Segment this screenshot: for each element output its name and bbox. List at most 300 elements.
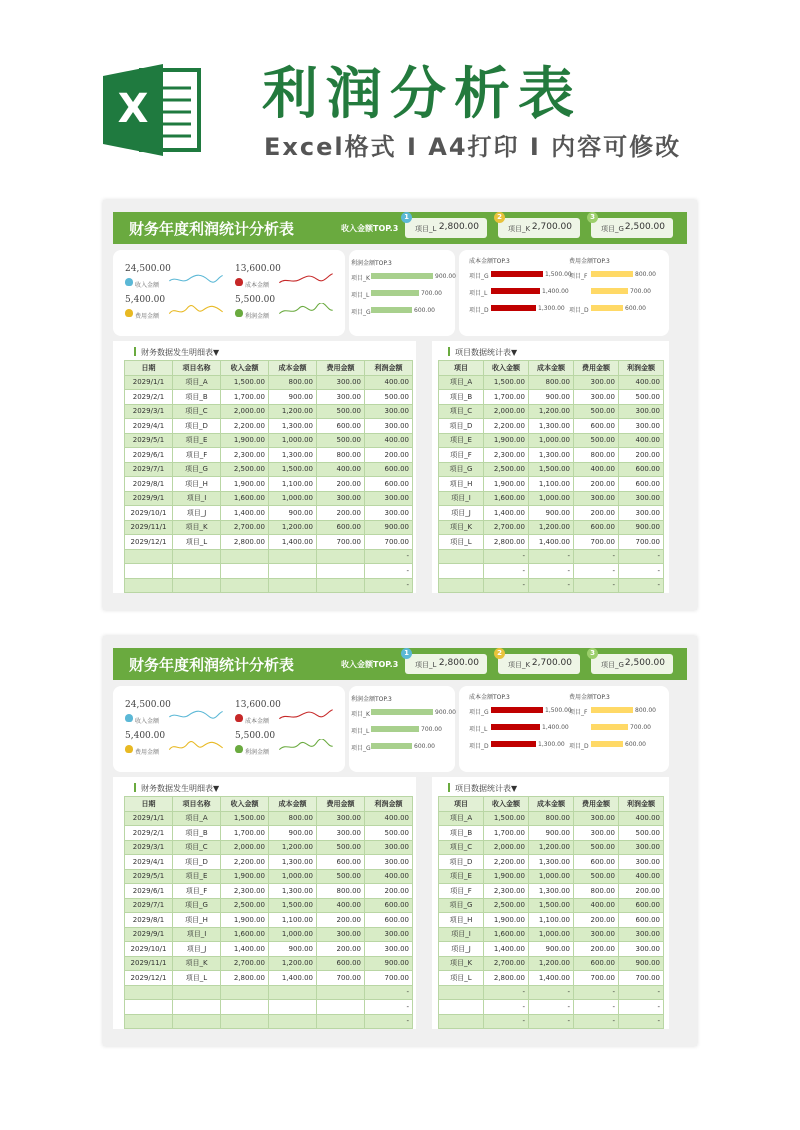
table-cell[interactable]: 1,000.00 (269, 433, 317, 448)
table-cell[interactable]: 项目_L (439, 535, 484, 550)
table-cell[interactable] (125, 985, 173, 1000)
table-cell[interactable]: 300.00 (317, 826, 365, 841)
table-cell[interactable]: 600.00 (365, 898, 413, 913)
table-cell[interactable]: 项目_F (439, 884, 484, 899)
table-cell[interactable] (173, 578, 221, 593)
table-cell[interactable] (125, 1014, 173, 1029)
table-cell[interactable]: 900.00 (365, 520, 413, 535)
table-cell[interactable]: 1,100.00 (269, 913, 317, 928)
table-cell[interactable]: 1,900.00 (484, 869, 529, 884)
table-cell[interactable]: 300.00 (365, 942, 413, 957)
table-cell[interactable]: 1,300.00 (529, 855, 574, 870)
table-cell[interactable]: 项目_A (173, 811, 221, 826)
table-cell[interactable]: 200.00 (619, 884, 664, 899)
table-cell[interactable]: 1,400.00 (221, 506, 269, 521)
table-cell[interactable]: 1,400.00 (269, 535, 317, 550)
table-cell[interactable]: 400.00 (619, 375, 664, 390)
table-cell[interactable]: 500.00 (317, 404, 365, 419)
table-cell[interactable]: 1,400.00 (269, 971, 317, 986)
table-cell[interactable]: 600.00 (317, 520, 365, 535)
table-cell[interactable]: 2,800.00 (484, 971, 529, 986)
table-cell[interactable]: 项目_K (439, 520, 484, 535)
table-cell[interactable]: 项目_D (173, 855, 221, 870)
table-cell[interactable]: 600.00 (619, 913, 664, 928)
table-cell[interactable]: 1,000.00 (529, 869, 574, 884)
table-cell[interactable]: 1,200.00 (269, 840, 317, 855)
table-cell[interactable]: 项目_J (439, 506, 484, 521)
table-cell[interactable]: 1,400.00 (221, 942, 269, 957)
table-cell[interactable]: - (529, 564, 574, 579)
table-cell[interactable]: 800.00 (269, 811, 317, 826)
table-cell[interactable]: 200.00 (574, 942, 619, 957)
table-cell[interactable]: 2,300.00 (221, 884, 269, 899)
table-cell[interactable]: 2029/10/1 (125, 942, 173, 957)
table-cell[interactable]: 2029/3/1 (125, 404, 173, 419)
table-cell[interactable]: 500.00 (317, 869, 365, 884)
table-cell[interactable]: 项目_K (439, 956, 484, 971)
table-cell[interactable]: 400.00 (317, 462, 365, 477)
table-cell[interactable]: - (619, 578, 664, 593)
table-cell[interactable]: 300.00 (574, 927, 619, 942)
table-cell[interactable]: 300.00 (365, 419, 413, 434)
table-cell[interactable]: 1,200.00 (529, 404, 574, 419)
table-cell[interactable]: 300.00 (317, 491, 365, 506)
table-cell[interactable] (439, 564, 484, 579)
table-cell[interactable] (173, 564, 221, 579)
table-cell[interactable]: 1,200.00 (269, 404, 317, 419)
table-cell[interactable]: 2029/5/1 (125, 433, 173, 448)
table-cell[interactable]: 900.00 (529, 942, 574, 957)
table-cell[interactable]: 2,700.00 (221, 956, 269, 971)
table-cell[interactable]: 2,500.00 (484, 462, 529, 477)
table-cell[interactable]: 600.00 (365, 462, 413, 477)
table-cell[interactable]: 800.00 (317, 884, 365, 899)
table-cell[interactable]: 1,500.00 (529, 898, 574, 913)
table-cell[interactable]: 1,900.00 (484, 433, 529, 448)
table-cell[interactable] (269, 549, 317, 564)
table-cell[interactable]: 2029/7/1 (125, 462, 173, 477)
table-cell[interactable] (317, 985, 365, 1000)
table-cell[interactable]: 1,000.00 (269, 869, 317, 884)
table-cell[interactable]: - (619, 985, 664, 1000)
table-cell[interactable]: 2,800.00 (221, 535, 269, 550)
table-cell[interactable]: 300.00 (619, 491, 664, 506)
table-cell[interactable]: 1,100.00 (269, 477, 317, 492)
table-cell[interactable]: - (574, 578, 619, 593)
table-cell[interactable]: 1,300.00 (529, 419, 574, 434)
table-cell[interactable]: 项目_E (173, 869, 221, 884)
table-cell[interactable]: 300.00 (574, 390, 619, 405)
table-cell[interactable]: 2029/1/1 (125, 375, 173, 390)
table-cell[interactable]: 1,500.00 (269, 462, 317, 477)
table-cell[interactable]: - (529, 985, 574, 1000)
table-cell[interactable]: 600.00 (574, 520, 619, 535)
table-cell[interactable]: 1,700.00 (484, 390, 529, 405)
table-cell[interactable]: 300.00 (574, 811, 619, 826)
table-cell[interactable]: 1,200.00 (269, 520, 317, 535)
table-cell[interactable]: 2029/6/1 (125, 884, 173, 899)
table-cell[interactable]: 1,700.00 (221, 826, 269, 841)
table-cell[interactable]: 2,700.00 (484, 956, 529, 971)
table-cell[interactable] (173, 1000, 221, 1015)
table-cell[interactable]: 800.00 (529, 375, 574, 390)
table-cell[interactable]: 2029/11/1 (125, 956, 173, 971)
table-cell[interactable]: 项目_J (173, 506, 221, 521)
table-cell[interactable]: - (484, 578, 529, 593)
table-cell[interactable]: - (574, 564, 619, 579)
table-cell[interactable]: 500.00 (365, 826, 413, 841)
table-cell[interactable]: 1,200.00 (529, 840, 574, 855)
table-cell[interactable]: 400.00 (365, 433, 413, 448)
table-cell[interactable]: 2029/12/1 (125, 971, 173, 986)
table-cell[interactable]: 400.00 (365, 869, 413, 884)
table-cell[interactable]: 400.00 (365, 375, 413, 390)
table-cell[interactable]: 300.00 (619, 855, 664, 870)
table-cell[interactable]: 1,200.00 (529, 956, 574, 971)
table-cell[interactable]: 400.00 (619, 869, 664, 884)
table-cell[interactable]: 300.00 (365, 927, 413, 942)
table-cell[interactable] (269, 985, 317, 1000)
table-cell[interactable]: 1,300.00 (269, 419, 317, 434)
table-cell[interactable] (221, 1014, 269, 1029)
table-cell[interactable]: - (574, 985, 619, 1000)
table-cell[interactable]: 项目_B (439, 390, 484, 405)
table-cell[interactable] (173, 549, 221, 564)
table-cell[interactable]: 1,500.00 (484, 811, 529, 826)
table-cell[interactable]: 2,800.00 (221, 971, 269, 986)
table-cell[interactable]: 2,500.00 (484, 898, 529, 913)
table-cell[interactable]: 900.00 (269, 390, 317, 405)
table-cell[interactable]: - (365, 564, 413, 579)
table-cell[interactable]: 2,200.00 (484, 855, 529, 870)
table-cell[interactable]: - (574, 1014, 619, 1029)
table-cell[interactable]: 项目_E (173, 433, 221, 448)
table-cell[interactable] (269, 564, 317, 579)
table-cell[interactable]: 300.00 (619, 927, 664, 942)
table-cell[interactable]: 2,300.00 (221, 448, 269, 463)
table-cell[interactable]: 900.00 (529, 390, 574, 405)
table-cell[interactable]: 项目_A (439, 811, 484, 826)
table-cell[interactable]: 300.00 (619, 419, 664, 434)
table-cell[interactable] (125, 549, 173, 564)
table-cell[interactable]: 300.00 (317, 375, 365, 390)
table-cell[interactable]: 800.00 (529, 811, 574, 826)
table-cell[interactable]: 300.00 (574, 491, 619, 506)
table-cell[interactable]: - (529, 1000, 574, 1015)
table-cell[interactable]: 2,200.00 (221, 855, 269, 870)
table-cell[interactable]: 900.00 (619, 956, 664, 971)
table-cell[interactable]: 项目_G (173, 898, 221, 913)
table-cell[interactable] (317, 549, 365, 564)
table-cell[interactable]: 600.00 (619, 477, 664, 492)
table-cell[interactable]: - (484, 549, 529, 564)
table-cell[interactable]: 项目_I (173, 491, 221, 506)
table-cell[interactable]: 1,100.00 (529, 913, 574, 928)
table-cell[interactable]: 2029/4/1 (125, 855, 173, 870)
table-cell[interactable]: 2029/9/1 (125, 491, 173, 506)
table-cell[interactable]: - (574, 1000, 619, 1015)
table-cell[interactable]: 项目_D (173, 419, 221, 434)
table-cell[interactable]: 1,500.00 (484, 375, 529, 390)
table-cell[interactable]: 项目_I (173, 927, 221, 942)
table-cell[interactable]: 项目_H (173, 913, 221, 928)
table-cell[interactable] (221, 549, 269, 564)
table-cell[interactable]: 400.00 (317, 898, 365, 913)
table-cell[interactable]: 项目_J (439, 942, 484, 957)
table-cell[interactable]: 项目_B (173, 826, 221, 841)
table-cell[interactable]: 1,000.00 (269, 927, 317, 942)
table-cell[interactable]: 2,500.00 (221, 462, 269, 477)
table-cell[interactable]: 2029/2/1 (125, 826, 173, 841)
table-cell[interactable]: 200.00 (574, 913, 619, 928)
table-cell[interactable]: 800.00 (574, 884, 619, 899)
table-cell[interactable]: 项目_A (439, 375, 484, 390)
table-cell[interactable]: - (529, 1014, 574, 1029)
table-cell[interactable]: 项目_H (173, 477, 221, 492)
table-cell[interactable]: 2,200.00 (221, 419, 269, 434)
table-cell[interactable]: 项目_D (439, 855, 484, 870)
table-cell[interactable]: 700.00 (365, 535, 413, 550)
table-cell[interactable]: 2029/10/1 (125, 506, 173, 521)
table-cell[interactable]: 项目_L (439, 971, 484, 986)
table-cell[interactable]: 300.00 (619, 404, 664, 419)
table-cell[interactable]: 700.00 (619, 535, 664, 550)
table-cell[interactable]: 500.00 (574, 404, 619, 419)
table-cell[interactable]: 1,300.00 (269, 448, 317, 463)
table-cell[interactable] (269, 578, 317, 593)
table-cell[interactable] (439, 549, 484, 564)
table-cell[interactable]: 1,600.00 (221, 491, 269, 506)
table-cell[interactable]: 1,200.00 (529, 520, 574, 535)
table-cell[interactable]: 项目_L (173, 535, 221, 550)
table-cell[interactable]: 1,400.00 (484, 942, 529, 957)
table-cell[interactable]: 600.00 (574, 855, 619, 870)
table-cell[interactable]: 500.00 (317, 433, 365, 448)
table-cell[interactable]: 2029/9/1 (125, 927, 173, 942)
table-cell[interactable]: 200.00 (317, 942, 365, 957)
table-cell[interactable]: 700.00 (574, 535, 619, 550)
table-cell[interactable]: - (574, 549, 619, 564)
table-cell[interactable]: 600.00 (317, 956, 365, 971)
table-cell[interactable]: - (484, 1000, 529, 1015)
table-cell[interactable]: - (619, 549, 664, 564)
table-cell[interactable] (317, 578, 365, 593)
table-cell[interactable]: 项目_C (173, 404, 221, 419)
table-cell[interactable]: 1,000.00 (529, 433, 574, 448)
table-cell[interactable]: 500.00 (574, 840, 619, 855)
table-cell[interactable]: 200.00 (619, 448, 664, 463)
table-cell[interactable]: 1,000.00 (529, 491, 574, 506)
table-cell[interactable]: 600.00 (317, 855, 365, 870)
table-cell[interactable]: 200.00 (574, 506, 619, 521)
table-cell[interactable]: 1,700.00 (484, 826, 529, 841)
table-cell[interactable]: 500.00 (574, 433, 619, 448)
table-cell[interactable]: 1,700.00 (221, 390, 269, 405)
table-cell[interactable] (269, 1000, 317, 1015)
table-cell[interactable]: 2029/8/1 (125, 913, 173, 928)
table-cell[interactable]: 500.00 (365, 390, 413, 405)
table-cell[interactable] (125, 564, 173, 579)
table-cell[interactable]: 1,600.00 (221, 927, 269, 942)
table-cell[interactable]: 2,000.00 (484, 840, 529, 855)
table-cell[interactable]: 300.00 (365, 404, 413, 419)
table-cell[interactable]: 200.00 (317, 506, 365, 521)
table-cell[interactable] (173, 1014, 221, 1029)
table-cell[interactable]: - (529, 578, 574, 593)
table-cell[interactable]: 项目_K (173, 956, 221, 971)
table-cell[interactable]: 1,500.00 (269, 898, 317, 913)
table-cell[interactable]: 300.00 (317, 811, 365, 826)
table-cell[interactable]: 200.00 (317, 477, 365, 492)
table-cell[interactable]: - (365, 578, 413, 593)
table-cell[interactable]: 1,300.00 (269, 855, 317, 870)
table-cell[interactable]: 项目_F (439, 448, 484, 463)
table-cell[interactable]: - (619, 564, 664, 579)
table-cell[interactable]: 项目_G (439, 462, 484, 477)
table-cell[interactable]: 1,900.00 (221, 869, 269, 884)
table-cell[interactable]: 400.00 (619, 811, 664, 826)
table-cell[interactable]: 2029/12/1 (125, 535, 173, 550)
table-cell[interactable] (125, 578, 173, 593)
table-cell[interactable]: 1,300.00 (269, 884, 317, 899)
table-cell[interactable] (439, 1000, 484, 1015)
table-cell[interactable]: 项目_F (173, 884, 221, 899)
table-cell[interactable]: 2,200.00 (484, 419, 529, 434)
table-cell[interactable]: 600.00 (365, 913, 413, 928)
table-cell[interactable]: - (529, 549, 574, 564)
table-cell[interactable]: 2029/4/1 (125, 419, 173, 434)
table-cell[interactable]: - (484, 564, 529, 579)
table-cell[interactable]: - (484, 1014, 529, 1029)
table-cell[interactable]: 项目_L (173, 971, 221, 986)
table-cell[interactable]: 800.00 (574, 448, 619, 463)
table-cell[interactable]: 800.00 (269, 375, 317, 390)
table-cell[interactable]: 项目_C (439, 840, 484, 855)
table-cell[interactable]: - (619, 1000, 664, 1015)
table-cell[interactable]: 1,200.00 (269, 956, 317, 971)
table-cell[interactable] (317, 564, 365, 579)
table-cell[interactable]: 500.00 (574, 869, 619, 884)
table-cell[interactable] (221, 1000, 269, 1015)
table-cell[interactable]: 2,000.00 (484, 404, 529, 419)
table-cell[interactable]: 2029/7/1 (125, 898, 173, 913)
table-cell[interactable]: 200.00 (317, 913, 365, 928)
table-cell[interactable]: 300.00 (619, 506, 664, 521)
table-cell[interactable]: 项目_F (173, 448, 221, 463)
table-cell[interactable]: 2,300.00 (484, 448, 529, 463)
table-cell[interactable]: 1,900.00 (484, 913, 529, 928)
table-cell[interactable]: 800.00 (317, 448, 365, 463)
table-cell[interactable]: 300.00 (365, 855, 413, 870)
table-cell[interactable]: 1,500.00 (529, 462, 574, 477)
table-cell[interactable]: 项目_E (439, 433, 484, 448)
table-cell[interactable]: 600.00 (317, 419, 365, 434)
table-cell[interactable] (173, 985, 221, 1000)
table-cell[interactable]: 300.00 (574, 826, 619, 841)
table-cell[interactable]: 900.00 (365, 956, 413, 971)
table-cell[interactable]: 300.00 (317, 927, 365, 942)
table-cell[interactable]: 2,700.00 (221, 520, 269, 535)
table-cell[interactable]: - (365, 985, 413, 1000)
table-cell[interactable]: 300.00 (365, 506, 413, 521)
table-cell[interactable]: 1,600.00 (484, 927, 529, 942)
table-cell[interactable] (439, 578, 484, 593)
table-cell[interactable] (221, 985, 269, 1000)
table-cell[interactable]: 项目_E (439, 869, 484, 884)
table-cell[interactable]: 700.00 (619, 971, 664, 986)
table-cell[interactable]: 1,900.00 (221, 433, 269, 448)
table-cell[interactable]: 1,400.00 (529, 535, 574, 550)
table-cell[interactable]: 300.00 (365, 840, 413, 855)
table-cell[interactable]: 项目_C (439, 404, 484, 419)
table-cell[interactable]: 2029/8/1 (125, 477, 173, 492)
table-cell[interactable]: 600.00 (619, 462, 664, 477)
table-cell[interactable]: 500.00 (619, 390, 664, 405)
table-cell[interactable]: 1,100.00 (529, 477, 574, 492)
table-cell[interactable] (221, 578, 269, 593)
table-cell[interactable]: 2029/5/1 (125, 869, 173, 884)
table-cell[interactable]: 700.00 (574, 971, 619, 986)
table-cell[interactable]: 400.00 (365, 811, 413, 826)
table-cell[interactable]: 1,400.00 (529, 971, 574, 986)
table-cell[interactable]: 2,000.00 (221, 404, 269, 419)
table-cell[interactable]: 项目_I (439, 927, 484, 942)
table-cell[interactable]: 2029/6/1 (125, 448, 173, 463)
table-cell[interactable]: 1,400.00 (484, 506, 529, 521)
table-cell[interactable]: 600.00 (365, 477, 413, 492)
table-cell[interactable]: 项目_D (439, 419, 484, 434)
table-cell[interactable]: 900.00 (269, 506, 317, 521)
table-cell[interactable]: 700.00 (317, 535, 365, 550)
table-cell[interactable]: 项目_G (173, 462, 221, 477)
table-cell[interactable]: 200.00 (365, 448, 413, 463)
table-cell[interactable]: 1,600.00 (484, 491, 529, 506)
table-cell[interactable]: 项目_B (173, 390, 221, 405)
table-cell[interactable]: 项目_J (173, 942, 221, 957)
table-cell[interactable]: 300.00 (317, 390, 365, 405)
table-cell[interactable] (221, 564, 269, 579)
table-cell[interactable]: 2,000.00 (221, 840, 269, 855)
table-cell[interactable]: 项目_C (173, 840, 221, 855)
table-cell[interactable]: 1,300.00 (529, 884, 574, 899)
table-cell[interactable] (317, 1000, 365, 1015)
table-cell[interactable]: 900.00 (619, 520, 664, 535)
table-cell[interactable]: 2,800.00 (484, 535, 529, 550)
table-cell[interactable]: 1,500.00 (221, 375, 269, 390)
table-cell[interactable]: 400.00 (619, 433, 664, 448)
table-cell[interactable] (269, 1014, 317, 1029)
table-cell[interactable]: 2,300.00 (484, 884, 529, 899)
table-cell[interactable]: 200.00 (365, 884, 413, 899)
table-cell[interactable]: 900.00 (269, 942, 317, 957)
table-cell[interactable]: - (365, 549, 413, 564)
table-cell[interactable]: 项目_I (439, 491, 484, 506)
table-cell[interactable]: 2029/1/1 (125, 811, 173, 826)
table-cell[interactable]: 500.00 (317, 840, 365, 855)
table-cell[interactable]: 200.00 (574, 477, 619, 492)
table-cell[interactable]: 项目_B (439, 826, 484, 841)
table-cell[interactable]: - (365, 1000, 413, 1015)
table-cell[interactable]: 400.00 (574, 462, 619, 477)
table-cell[interactable]: 项目_A (173, 375, 221, 390)
table-cell[interactable]: 项目_K (173, 520, 221, 535)
table-cell[interactable]: 1,000.00 (269, 491, 317, 506)
table-cell[interactable]: 1,000.00 (529, 927, 574, 942)
table-cell[interactable]: 项目_G (439, 898, 484, 913)
table-cell[interactable]: 2029/3/1 (125, 840, 173, 855)
table-cell[interactable]: 1,300.00 (529, 448, 574, 463)
table-cell[interactable]: 600.00 (574, 419, 619, 434)
